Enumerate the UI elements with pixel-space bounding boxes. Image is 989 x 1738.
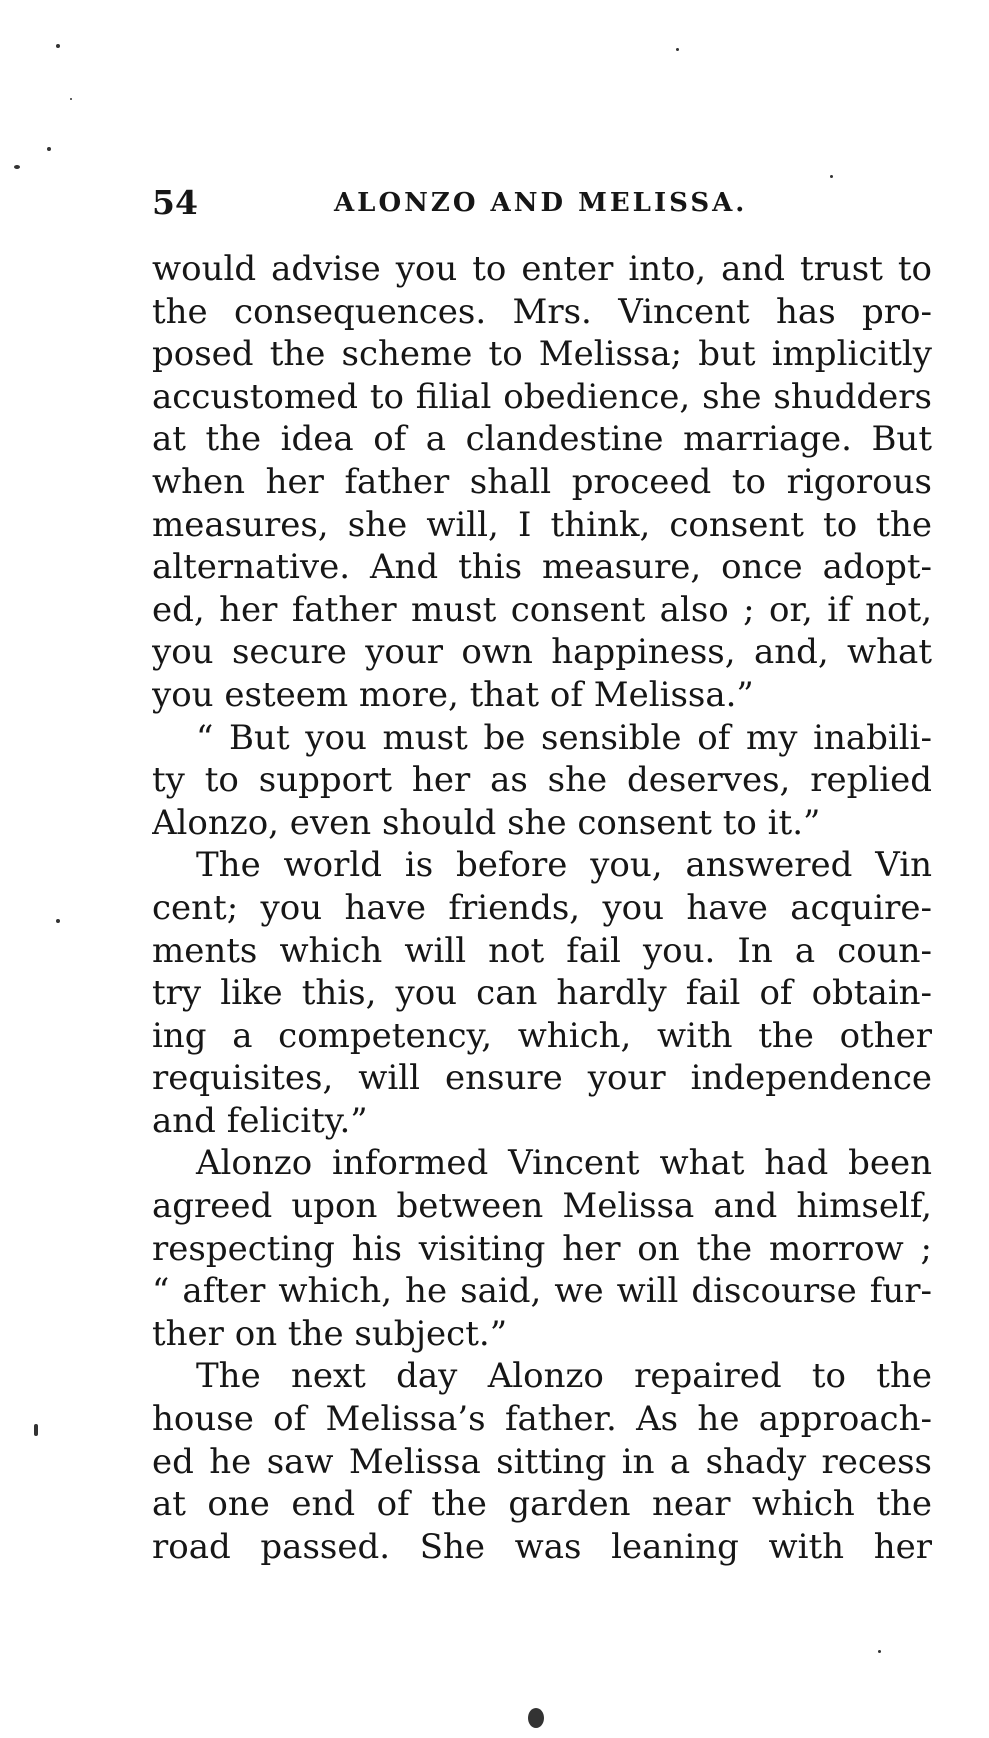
text-line: Alonzo informed Vincent what had been <box>196 1143 932 1184</box>
text-line: agreed upon between Melissa and himself, <box>152 1186 932 1227</box>
ink-speck <box>878 1650 881 1653</box>
text-line: would advise you to enter into, and trust to <box>152 249 932 289</box>
text-line: ing a competency, which, with the other <box>152 1015 932 1056</box>
ink-speck <box>14 165 20 169</box>
text-line: “ But you must be sensible of my inabili- <box>196 717 932 758</box>
text-line: when her father shall proceed to rigorous <box>152 461 932 502</box>
text-line: road passed. She was leaning with her <box>152 1526 932 1567</box>
text-line: respecting his visiting her on the morrow ; <box>152 1228 932 1269</box>
text-line: try like this, you can hardly fail of obtain- <box>152 973 932 1014</box>
ink-speck <box>56 44 60 48</box>
running-header <box>152 178 932 228</box>
page-number: 54 <box>152 183 198 222</box>
text-line: Alonzo, even should she consent to it.” <box>152 802 821 843</box>
text-line: posed the scheme to Melissa; but implicitly <box>152 334 932 375</box>
body-text <box>152 248 932 1568</box>
text-line: measures, she will, I think, consent to the <box>152 504 932 545</box>
text-line: alternative. And this measure, once adopt- <box>152 547 932 588</box>
ink-speck <box>34 1424 38 1436</box>
text-line: The next day Alonzo repaired to the <box>196 1356 932 1397</box>
text-line: ed he saw Melissa sitting in a shady recess <box>152 1441 932 1482</box>
ink-speck <box>47 147 51 151</box>
text-line: accustomed to filial obedience, she shudders <box>152 376 932 417</box>
text-line: requisites, will ensure your independence <box>152 1058 932 1099</box>
text-line: ed, her father must consent also ; or, if not, <box>152 589 932 630</box>
text-line: ty to support her as she deserves, replied <box>152 760 932 801</box>
text-line: “ after which, he said, we will discourse fur- <box>152 1271 932 1312</box>
ink-speck <box>676 48 679 51</box>
ink-speck <box>70 98 72 100</box>
text-line: cent; you have friends, you have acquire- <box>152 887 932 928</box>
text-line: and felicity.” <box>152 1100 368 1141</box>
ink-speck <box>56 919 60 923</box>
ink-blot <box>528 1708 544 1728</box>
text-line: The world is before you, answered Vin <box>196 845 932 886</box>
text-line: at the idea of a clandestine marriage. But <box>152 419 932 460</box>
text-line: the consequences. Mrs. Vincent has pro- <box>152 291 932 332</box>
running-title: ALONZO AND MELISSA. <box>334 188 748 218</box>
text-line: you secure your own happiness, and, what <box>152 632 932 673</box>
text-line: at one end of the garden near which the <box>152 1484 932 1525</box>
text-line: you esteem more, that of Melissa.” <box>152 674 754 715</box>
text-line: ments which will not fail you. In a coun- <box>152 930 932 971</box>
text-line: ther on the subject.” <box>152 1313 508 1354</box>
text-line: house of Melissa’s father. As he approach- <box>152 1399 932 1440</box>
